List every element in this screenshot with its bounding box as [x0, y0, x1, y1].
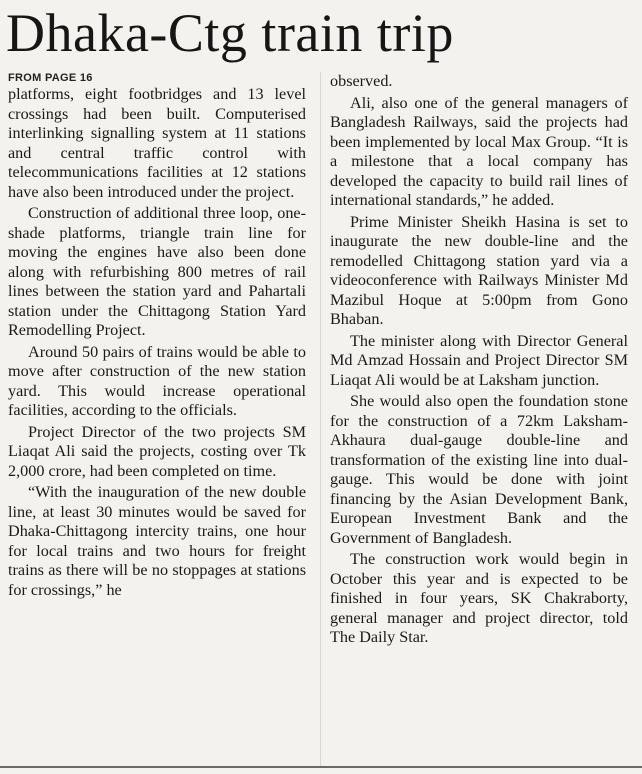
article-paragraph: Around 50 pairs of trains would be able to move after construction of the new station yard. This would increase operational facilities, according to the officials. — [8, 342, 306, 419]
bottom-rule — [0, 766, 642, 768]
article-paragraph: Construction of additional three loop, one-shade platforms, triangle train line for moving the engines have also been done along with refurbishing 800 metres of rail lines between the station yard and Pahartali station under the Chittagong Station Yard Remodelling Project. — [8, 204, 306, 339]
headline: Dhaka-Ctg train trip — [6, 3, 454, 63]
article-paragraph: observed. — [330, 72, 393, 90]
article-paragraph: The minister along with Director General Md Amzad Hossain and Project Director SM Liaqat Ali would be at Laksham junction. — [330, 331, 628, 389]
right-column — [330, 72, 628, 650]
article-paragraph: “With the inauguration of the new double line, at least 30 minutes would be saved for Dhaka-Chittagong intercity trains, one hour for local trains and two hours for freight trains as there will be no stoppages at stations for crossings,” he — [8, 483, 306, 599]
article-paragraph: Ali, also one of the general managers of Bangladesh Railways, said the projects had been implemented by local Max Group. “It is a milestone that a local company has developed the capacity to build rail lines of international standards,” he added. — [330, 93, 628, 209]
article-paragraph: Project Director of the two projects SM Liaqat Ali said the projects, costing over Tk 2,000 crore, had been completed on time. — [8, 422, 306, 480]
jump-kicker: FROM PAGE 16 — [8, 72, 93, 84]
article-paragraph: Prime Minister Sheikh Hasina is set to inaugurate the new double-line and the remodelled Chittagong station yard via a videoconference with Railways Minister Md Mazibul Hoque at 5:00pm from Gono Bhaban. — [330, 212, 628, 328]
article-paragraph: She would also open the foundation stone for the construction of a 72km Laksham-Akhaura dual-gauge double-line and transformation of the existing line into dual-gauge. This would be done with joint financing by the Asian Development Bank, European Investment Bank and the Government of Bangladesh. — [330, 392, 628, 547]
article-paragraph: The construction work would begin in October this year and is expected to be finished in four years, SK Chakraborty, general manager and project director, told The Daily Star. — [330, 550, 628, 646]
article-paragraph: platforms, eight footbridges and 13 level crossings had been built. Computerised interlinking signalling system at 11 stations and central traffic control with telecommunications facilities at 12 stations have also been introduced under the project. — [8, 85, 306, 201]
column-divider — [320, 72, 321, 766]
left-column — [8, 72, 306, 602]
